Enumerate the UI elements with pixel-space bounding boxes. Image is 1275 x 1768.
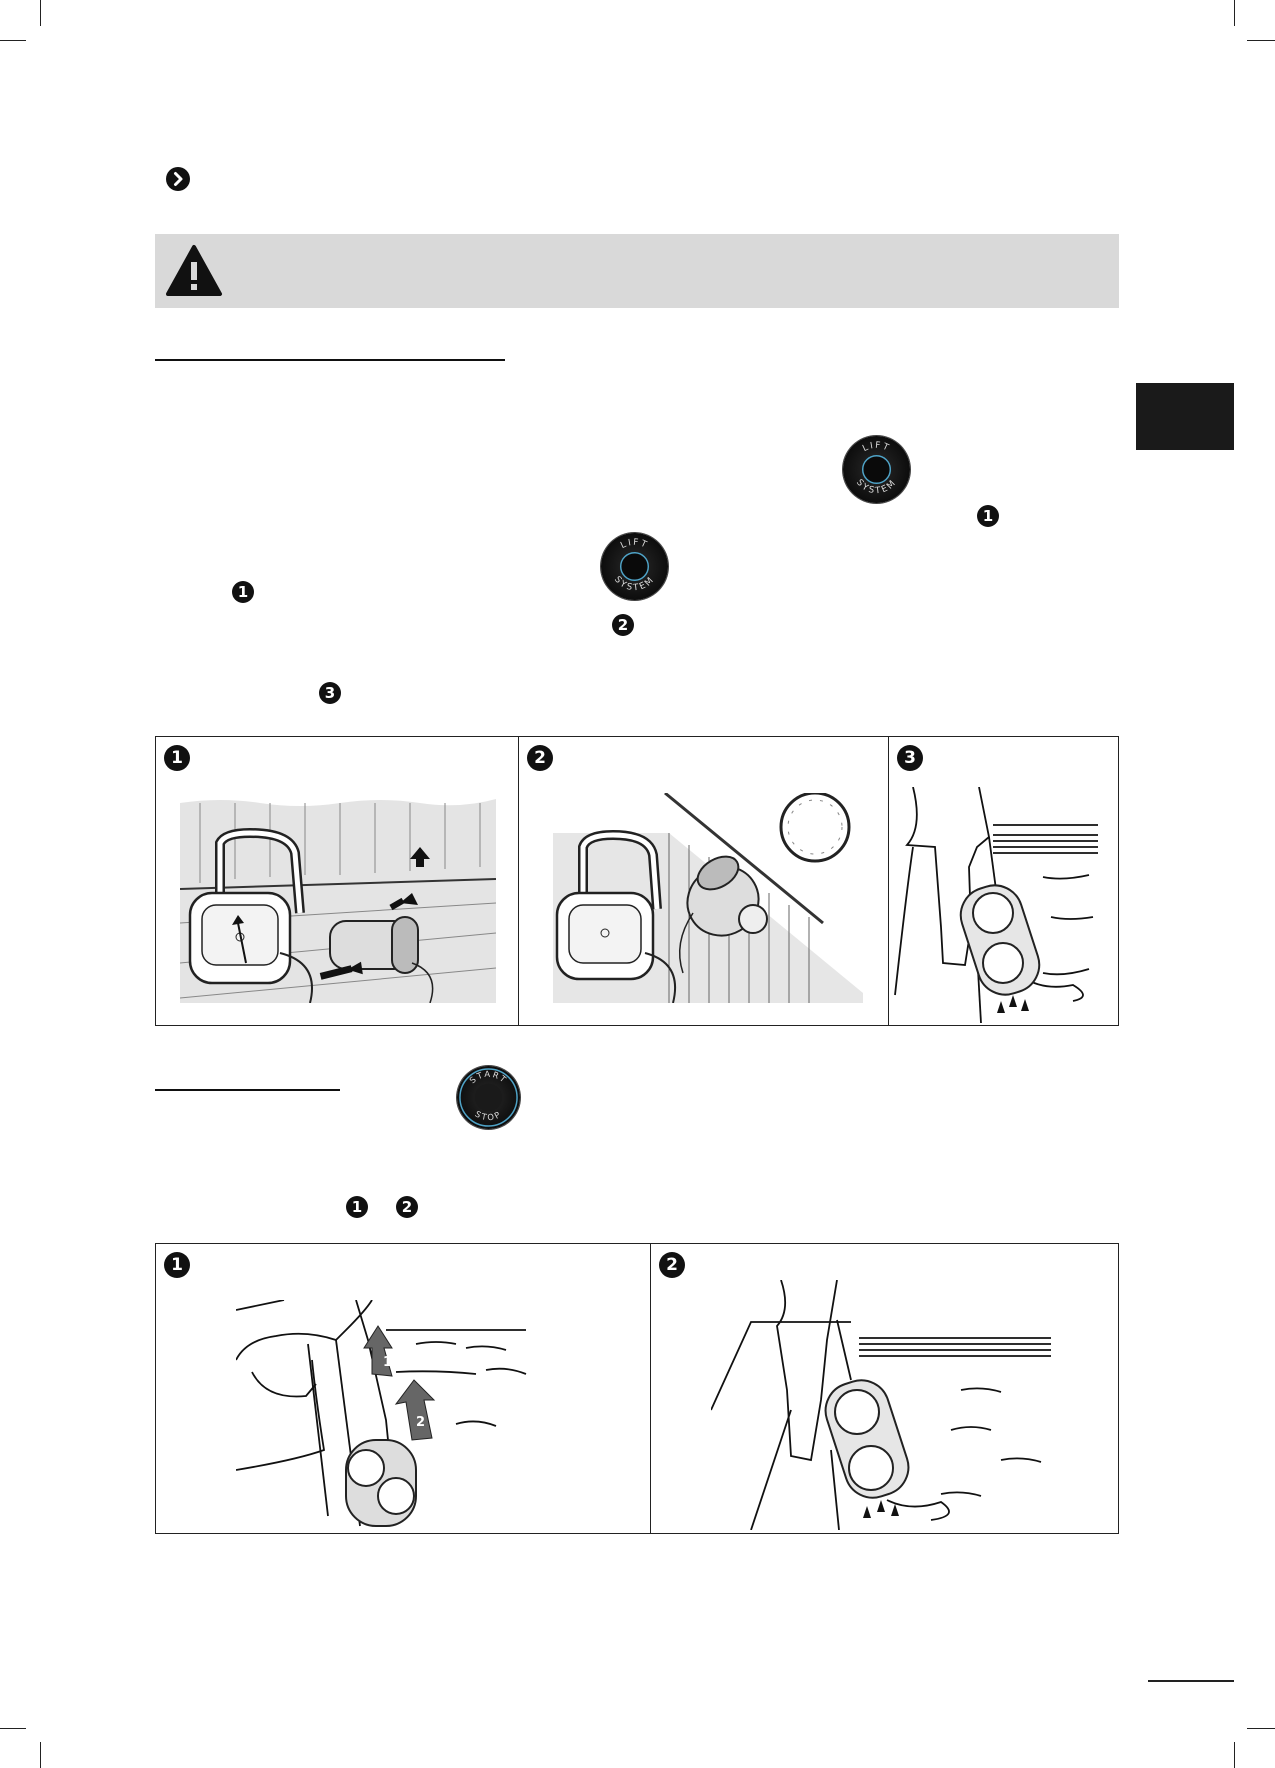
lift-system-button-icon bbox=[843, 436, 910, 503]
figure-panel-lift-3 bbox=[888, 736, 1119, 1026]
illustration-robot-on-pool-floor bbox=[180, 793, 496, 1003]
warning-band bbox=[155, 234, 1119, 308]
step-badge-3: 3 bbox=[897, 745, 923, 771]
section-heading-underline bbox=[155, 359, 505, 361]
step-badge-2: 2 bbox=[396, 1196, 418, 1218]
arrow-label-1: 1 bbox=[383, 1355, 393, 1370]
section-heading-underline bbox=[155, 1089, 340, 1091]
figure-panel-lift-1 bbox=[155, 736, 519, 1026]
step-badge-1: 1 bbox=[164, 1252, 190, 1278]
illustration-person-lifting-robot bbox=[893, 787, 1115, 1023]
chevron-right-circle-icon bbox=[166, 167, 190, 191]
step-badge-3: 3 bbox=[319, 682, 341, 704]
knob-label-bottom: STOP bbox=[473, 1108, 504, 1123]
step-badge-1: 1 bbox=[164, 745, 190, 771]
illustration-draining-robot bbox=[711, 1280, 1071, 1530]
figure-panel-remove-2 bbox=[650, 1243, 1119, 1534]
step-badge-2: 2 bbox=[527, 745, 553, 771]
crop-mark bbox=[0, 40, 26, 41]
crop-mark bbox=[0, 1728, 26, 1729]
knob-label-bottom: SYSTEM bbox=[612, 574, 657, 594]
crop-mark bbox=[1234, 0, 1235, 26]
knob-label-top: LIFT bbox=[861, 440, 892, 455]
section-tab-block bbox=[1136, 383, 1234, 450]
step-badge-1: 1 bbox=[232, 581, 254, 603]
crop-mark bbox=[1247, 1728, 1275, 1729]
svg-text:START bbox=[467, 1069, 509, 1086]
illustration-robot-climbing-wall bbox=[553, 793, 863, 1003]
svg-text:LIFT bbox=[861, 441, 892, 454]
knob-label-bottom: SYSTEM bbox=[854, 477, 899, 497]
illustration-pulling-cable bbox=[236, 1300, 576, 1530]
crop-mark bbox=[1247, 40, 1275, 41]
start-stop-button-icon bbox=[457, 1066, 520, 1129]
crop-mark bbox=[1234, 1742, 1235, 1768]
step-badge-2: 2 bbox=[612, 614, 634, 636]
step-badge-1: 1 bbox=[977, 505, 999, 527]
crop-mark bbox=[40, 0, 41, 26]
svg-text:LIFT bbox=[619, 538, 650, 551]
knob-label-top: LIFT bbox=[619, 537, 650, 552]
step-badge-1: 1 bbox=[346, 1196, 368, 1218]
arrow-label-2: 2 bbox=[416, 1415, 426, 1430]
figure-panel-lift-2 bbox=[518, 736, 889, 1026]
figure-panel-remove-1 bbox=[155, 1243, 651, 1534]
knob-label-top: START bbox=[467, 1068, 510, 1086]
page-number-rule bbox=[1148, 1680, 1234, 1682]
crop-mark bbox=[40, 1742, 41, 1768]
step-badge-2: 2 bbox=[659, 1252, 685, 1278]
lift-system-button-icon bbox=[601, 533, 668, 600]
warning-triangle-icon bbox=[165, 244, 223, 298]
